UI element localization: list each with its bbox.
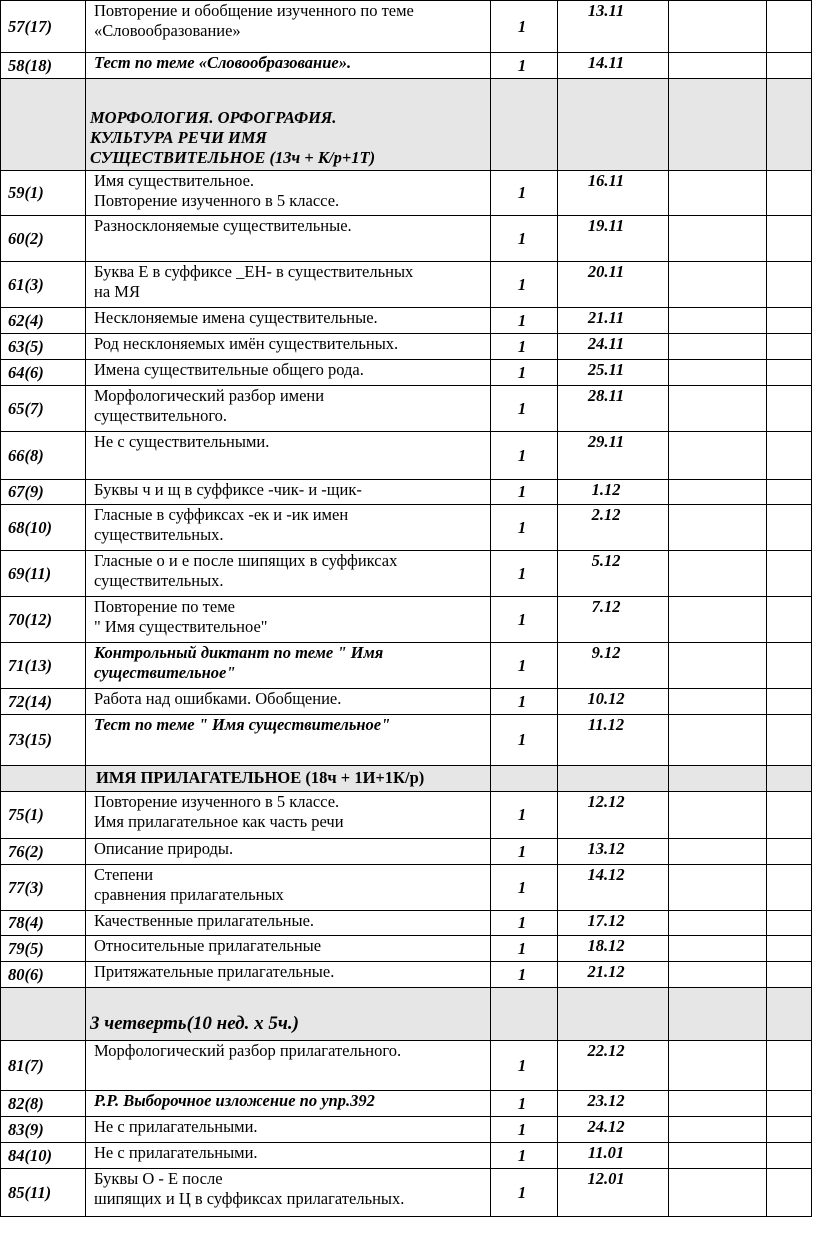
lesson-number: 72(14) <box>1 689 86 715</box>
lesson-topic <box>86 865 491 911</box>
table-row <box>1 911 812 936</box>
lesson-topic <box>86 597 491 643</box>
table-row <box>1 308 812 334</box>
lesson-hours: 1 <box>491 505 558 551</box>
section-title <box>86 79 491 171</box>
lesson-topic-text: Гласные в суффиксах -ек и -ик имен существительных. <box>94 505 349 544</box>
section-title <box>86 988 491 1041</box>
lesson-topic <box>86 839 491 865</box>
lesson-hours: 1 <box>491 936 558 962</box>
lesson-number: 69(11) <box>1 551 86 597</box>
lesson-hours: 1 <box>491 643 558 689</box>
table-row <box>1 386 812 432</box>
lesson-number: 82(8) <box>1 1091 86 1117</box>
lesson-number: 68(10) <box>1 505 86 551</box>
section-empty-cell <box>558 79 669 171</box>
lesson-number: 81(7) <box>1 1041 86 1091</box>
notes-cell <box>767 911 812 936</box>
lesson-number: 64(6) <box>1 360 86 386</box>
lesson-topic-text: Повторение изученного в 5 классе. Имя прилагательное как часть речи <box>94 792 344 831</box>
notes-cell <box>767 386 812 432</box>
lesson-topic-text: Морфологический разбор имени существительного. <box>94 386 325 425</box>
lesson-date: 11.12 <box>558 715 669 766</box>
lesson-topic <box>86 480 491 505</box>
section-empty-cell <box>767 766 812 792</box>
table-row <box>1 1 812 53</box>
lesson-topic-text: Не с прилагательными. <box>94 1143 258 1162</box>
lesson-number: 60(2) <box>1 216 86 262</box>
actual-date-cell <box>669 360 767 386</box>
lesson-date: 23.12 <box>558 1091 669 1117</box>
section-header-row <box>1 766 812 792</box>
actual-date-cell <box>669 1117 767 1143</box>
lesson-number: 70(12) <box>1 597 86 643</box>
lesson-number: 65(7) <box>1 386 86 432</box>
actual-date-cell <box>669 551 767 597</box>
lesson-topic-text: Буквы О - Е после шипящих и Ц в суффиксах прилагательных. <box>94 1169 405 1208</box>
lesson-number: 84(10) <box>1 1143 86 1169</box>
section-empty-cell <box>491 988 558 1041</box>
lesson-topic <box>86 53 491 79</box>
table-row <box>1 715 812 766</box>
lesson-date: 10.12 <box>558 689 669 715</box>
notes-cell <box>767 936 812 962</box>
table-row <box>1 551 812 597</box>
lesson-hours: 1 <box>491 839 558 865</box>
lesson-date: 11.01 <box>558 1143 669 1169</box>
lesson-date: 14.12 <box>558 865 669 911</box>
notes-cell <box>767 1 812 53</box>
lesson-hours: 1 <box>491 1091 558 1117</box>
notes-cell <box>767 216 812 262</box>
notes-cell <box>767 551 812 597</box>
section-empty-cell <box>669 988 767 1041</box>
actual-date-cell <box>669 1169 767 1217</box>
lesson-number: 76(2) <box>1 839 86 865</box>
lesson-date: 12.12 <box>558 792 669 839</box>
lesson-hours: 1 <box>491 432 558 480</box>
lesson-hours: 1 <box>491 962 558 988</box>
lesson-topic-text: Р.Р. Выборочное изложение по упр.392 <box>94 1091 375 1110</box>
actual-date-cell <box>669 962 767 988</box>
section-empty-cell <box>767 79 812 171</box>
lesson-date: 29.11 <box>558 432 669 480</box>
lesson-topic-text: Род несклоняемых имён существительных. <box>94 334 399 353</box>
lesson-date: 13.11 <box>558 1 669 53</box>
lesson-date: 16.11 <box>558 171 669 216</box>
lesson-number: 80(6) <box>1 962 86 988</box>
lesson-date: 19.11 <box>558 216 669 262</box>
lesson-hours: 1 <box>491 865 558 911</box>
lesson-topic-text: Описание природы. <box>94 839 234 858</box>
section-title-text: 3 четверть(10 нед. х 5ч.) <box>90 1013 299 1034</box>
actual-date-cell <box>669 334 767 360</box>
section-empty-cell <box>1 79 86 171</box>
lesson-number: 67(9) <box>1 480 86 505</box>
table-row <box>1 53 812 79</box>
lesson-topic <box>86 643 491 689</box>
lesson-hours: 1 <box>491 715 558 766</box>
lesson-number: 57(17) <box>1 1 86 53</box>
lesson-topic <box>86 689 491 715</box>
lesson-hours: 1 <box>491 911 558 936</box>
actual-date-cell <box>669 839 767 865</box>
notes-cell <box>767 505 812 551</box>
actual-date-cell <box>669 1041 767 1091</box>
lesson-number: 75(1) <box>1 792 86 839</box>
section-empty-cell <box>558 988 669 1041</box>
lesson-hours: 1 <box>491 1169 558 1217</box>
notes-cell <box>767 171 812 216</box>
section-header-row <box>1 79 812 171</box>
actual-date-cell <box>669 432 767 480</box>
lesson-date: 17.12 <box>558 911 669 936</box>
table-row <box>1 1041 812 1091</box>
lesson-topic <box>86 432 491 480</box>
lesson-date: 21.12 <box>558 962 669 988</box>
lesson-topic <box>86 171 491 216</box>
lesson-date: 2.12 <box>558 505 669 551</box>
table-row <box>1 962 812 988</box>
lesson-topic <box>86 262 491 308</box>
section-empty-cell <box>669 766 767 792</box>
lesson-date: 18.12 <box>558 936 669 962</box>
actual-date-cell <box>669 505 767 551</box>
actual-date-cell <box>669 911 767 936</box>
lesson-hours: 1 <box>491 551 558 597</box>
lesson-date: 5.12 <box>558 551 669 597</box>
lesson-hours: 1 <box>491 386 558 432</box>
table-row <box>1 865 812 911</box>
lesson-date: 9.12 <box>558 643 669 689</box>
lesson-hours: 1 <box>491 262 558 308</box>
table-row <box>1 1169 812 1217</box>
lesson-topic <box>86 1091 491 1117</box>
lesson-topic <box>86 1 491 53</box>
lesson-hours: 1 <box>491 171 558 216</box>
notes-cell <box>767 792 812 839</box>
section-title-text: ИМЯ ПРИЛАГАТЕЛЬНОЕ (18ч + 1И+1К/р) <box>96 767 425 787</box>
lesson-topic-text: Разносклоняемые существительные. <box>94 216 352 235</box>
notes-cell <box>767 839 812 865</box>
section-title <box>86 766 491 792</box>
lesson-hours: 1 <box>491 308 558 334</box>
table-row <box>1 597 812 643</box>
section-empty-cell <box>767 988 812 1041</box>
notes-cell <box>767 689 812 715</box>
lesson-topic-text: Качественные прилагательные. <box>94 911 315 930</box>
lesson-topic <box>86 216 491 262</box>
lesson-topic-text: Имя существительное. Повторение изученного в 5 классе. <box>94 171 340 210</box>
lesson-topic-text: Степени сравнения прилагательных <box>94 865 284 904</box>
notes-cell <box>767 1091 812 1117</box>
notes-cell <box>767 643 812 689</box>
lesson-hours: 1 <box>491 334 558 360</box>
notes-cell <box>767 715 812 766</box>
notes-cell <box>767 962 812 988</box>
table-row <box>1 432 812 480</box>
lesson-topic-text: Несклоняемые имена существительные. <box>94 308 378 327</box>
lesson-number: 62(4) <box>1 308 86 334</box>
notes-cell <box>767 334 812 360</box>
lesson-topic-text: Повторение по теме " Имя существительное" <box>94 597 268 636</box>
lesson-topic <box>86 1169 491 1217</box>
lesson-number: 73(15) <box>1 715 86 766</box>
actual-date-cell <box>669 689 767 715</box>
lesson-topic-text: Притяжательные прилагательные. <box>94 962 335 981</box>
notes-cell <box>767 597 812 643</box>
table-row <box>1 360 812 386</box>
notes-cell <box>767 865 812 911</box>
table-row <box>1 480 812 505</box>
lesson-topic <box>86 1117 491 1143</box>
table-row <box>1 171 812 216</box>
lesson-date: 7.12 <box>558 597 669 643</box>
lesson-number: 66(8) <box>1 432 86 480</box>
actual-date-cell <box>669 216 767 262</box>
lesson-topic-text: Буква Е в суффиксе _ЕН- в существительных на МЯ <box>94 262 414 301</box>
table-row <box>1 334 812 360</box>
actual-date-cell <box>669 53 767 79</box>
actual-date-cell <box>669 1143 767 1169</box>
lesson-number: 85(11) <box>1 1169 86 1217</box>
lesson-hours: 1 <box>491 689 558 715</box>
lesson-topic <box>86 1143 491 1169</box>
section-empty-cell <box>491 79 558 171</box>
lesson-number: 71(13) <box>1 643 86 689</box>
notes-cell <box>767 360 812 386</box>
lesson-topic <box>86 308 491 334</box>
lesson-hours: 1 <box>491 1041 558 1091</box>
actual-date-cell <box>669 308 767 334</box>
lesson-topic <box>86 936 491 962</box>
section-header-row <box>1 988 812 1041</box>
lesson-topic-text: Не с прилагательными. <box>94 1117 258 1136</box>
lesson-hours: 1 <box>491 216 558 262</box>
notes-cell <box>767 262 812 308</box>
lesson-number: 63(5) <box>1 334 86 360</box>
lesson-topic-text: Не с существительными. <box>94 432 270 451</box>
lesson-topic <box>86 505 491 551</box>
lesson-date: 12.01 <box>558 1169 669 1217</box>
notes-cell <box>767 1117 812 1143</box>
table-row <box>1 1091 812 1117</box>
section-title-text: МОРФОЛОГИЯ. ОРФОГРАФИЯ. КУЛЬТУРА РЕЧИ ИМЯ СУЩЕСТВИТЕЛЬНОЕ (13ч + К/р+1Т) <box>90 108 376 167</box>
lesson-date: 28.11 <box>558 386 669 432</box>
lesson-hours: 1 <box>491 792 558 839</box>
lesson-number: 58(18) <box>1 53 86 79</box>
lesson-hours: 1 <box>491 480 558 505</box>
lesson-topic-text: Работа над ошибками. Обобщение. <box>94 689 342 708</box>
lesson-date: 22.12 <box>558 1041 669 1091</box>
actual-date-cell <box>669 643 767 689</box>
section-empty-cell <box>1 766 86 792</box>
section-empty-cell <box>491 766 558 792</box>
table-row <box>1 689 812 715</box>
lesson-topic <box>86 386 491 432</box>
lesson-topic-text: Морфологический разбор прилагательного. <box>94 1041 402 1060</box>
lesson-date: 1.12 <box>558 480 669 505</box>
table-row <box>1 216 812 262</box>
actual-date-cell <box>669 715 767 766</box>
lesson-topic <box>86 1041 491 1091</box>
notes-cell <box>767 1143 812 1169</box>
actual-date-cell <box>669 480 767 505</box>
table-row <box>1 1117 812 1143</box>
table-row <box>1 1143 812 1169</box>
notes-cell <box>767 432 812 480</box>
lesson-date: 21.11 <box>558 308 669 334</box>
lesson-hours: 1 <box>491 1 558 53</box>
lesson-date: 13.12 <box>558 839 669 865</box>
actual-date-cell <box>669 1091 767 1117</box>
table-row <box>1 505 812 551</box>
lesson-number: 83(9) <box>1 1117 86 1143</box>
lesson-topic-text: Буквы ч и щ в суффиксе -чик- и -щик- <box>94 480 362 499</box>
lesson-topic <box>86 360 491 386</box>
lesson-number: 59(1) <box>1 171 86 216</box>
table-row <box>1 643 812 689</box>
table-row <box>1 839 812 865</box>
lesson-number: 61(3) <box>1 262 86 308</box>
lesson-hours: 1 <box>491 1117 558 1143</box>
lesson-hours: 1 <box>491 1143 558 1169</box>
lesson-topic <box>86 911 491 936</box>
lesson-hours: 1 <box>491 53 558 79</box>
table-row <box>1 792 812 839</box>
lesson-topic <box>86 962 491 988</box>
table-row <box>1 936 812 962</box>
lesson-date: 25.11 <box>558 360 669 386</box>
actual-date-cell <box>669 171 767 216</box>
lesson-topic-text: Тест по теме «Словообразование». <box>94 53 352 72</box>
lesson-hours: 1 <box>491 360 558 386</box>
actual-date-cell <box>669 386 767 432</box>
actual-date-cell <box>669 597 767 643</box>
lesson-topic <box>86 792 491 839</box>
section-empty-cell <box>1 988 86 1041</box>
lesson-topic-text: Повторение и обобщение изученного по теме «Словообразование» <box>94 1 414 40</box>
notes-cell <box>767 308 812 334</box>
lesson-topic-text: Гласные о и е после шипящих в суффиксах существительных. <box>94 551 398 590</box>
section-empty-cell <box>669 79 767 171</box>
table-row <box>1 262 812 308</box>
lesson-topic <box>86 715 491 766</box>
notes-cell <box>767 480 812 505</box>
lesson-date: 24.11 <box>558 334 669 360</box>
lesson-topic-text: Контрольный диктант по теме " Имя существительное" <box>94 643 384 682</box>
notes-cell <box>767 53 812 79</box>
lesson-hours: 1 <box>491 597 558 643</box>
actual-date-cell <box>669 936 767 962</box>
section-empty-cell <box>558 766 669 792</box>
notes-cell <box>767 1041 812 1091</box>
lesson-topic <box>86 334 491 360</box>
actual-date-cell <box>669 792 767 839</box>
lesson-topic <box>86 551 491 597</box>
actual-date-cell <box>669 262 767 308</box>
lesson-date: 20.11 <box>558 262 669 308</box>
lesson-number: 78(4) <box>1 911 86 936</box>
actual-date-cell <box>669 865 767 911</box>
lesson-topic-text: Имена существительные общего рода. <box>94 360 364 379</box>
lesson-date: 24.12 <box>558 1117 669 1143</box>
actual-date-cell <box>669 1 767 53</box>
lesson-number: 79(5) <box>1 936 86 962</box>
lesson-date: 14.11 <box>558 53 669 79</box>
lesson-topic-text: Тест по теме " Имя существительное" <box>94 715 391 734</box>
lesson-topic-text: Относительные прилагательные <box>94 936 322 955</box>
notes-cell <box>767 1169 812 1217</box>
lesson-number: 77(3) <box>1 865 86 911</box>
